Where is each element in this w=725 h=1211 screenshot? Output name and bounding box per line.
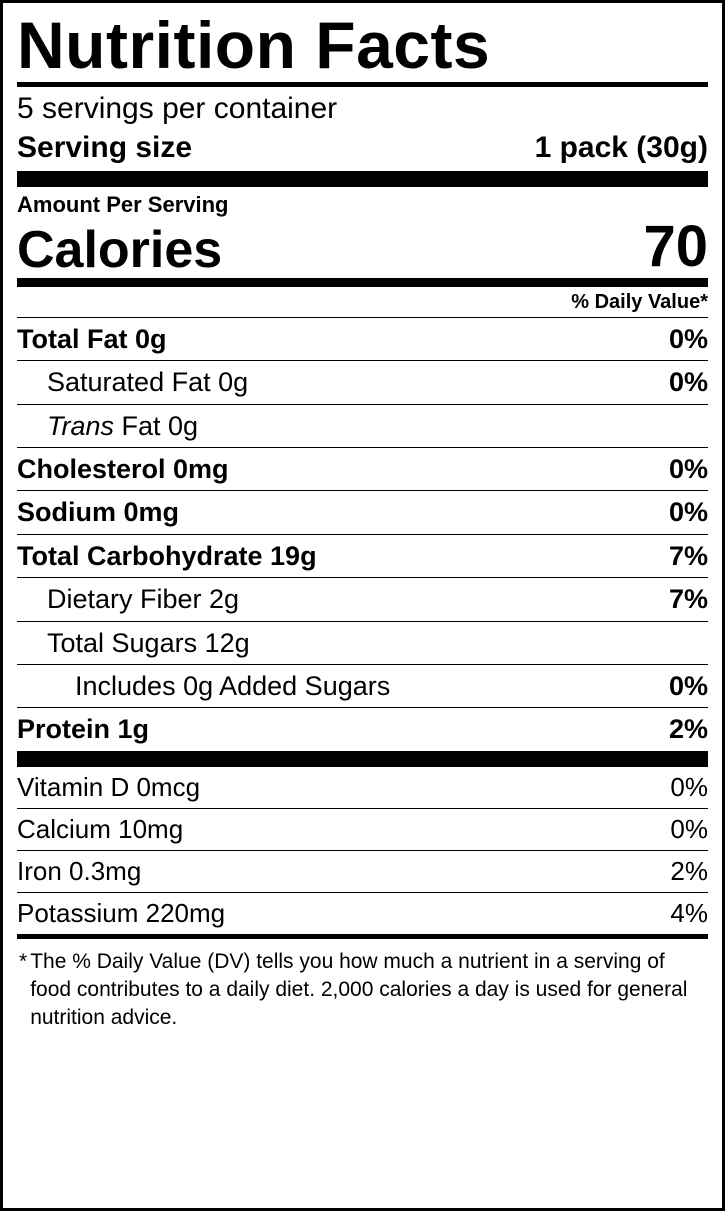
nutrient-name: Dietary Fiber 2g (47, 584, 240, 615)
trans-italic-prefix: Trans (47, 410, 115, 441)
calories-row (17, 213, 708, 279)
nutrient-row (17, 665, 708, 707)
serving-size-label: Serving size (17, 130, 193, 164)
vitamin-name: Iron 0.3mg (17, 856, 142, 887)
nutrient-pct: 0% (668, 323, 708, 354)
vitamin-row (17, 893, 708, 934)
nutrient-pct: 0% (668, 497, 708, 528)
calories-label: Calories (17, 220, 223, 279)
footnote-star: * (19, 950, 28, 974)
footnote-text: The % Daily Value (DV) tells you how much a nutrient in a serving of food contributes to a daily diet. 2,000 calories a day is used for general nutrition advice. (30, 950, 688, 1029)
nutrient-name: Total Carbohydrate 19g (17, 540, 317, 571)
servings-per-container: 5 servings per container (17, 92, 338, 126)
nutrient-name: Cholesterol 0mg (17, 453, 229, 484)
divider-protein (17, 751, 708, 767)
nutrient-row (17, 708, 708, 750)
divider-serving (17, 171, 708, 187)
vitamin-pct: 0% (670, 771, 708, 802)
nutrient-pct: 7% (668, 540, 708, 571)
nutrient-row (17, 578, 708, 620)
nutrient-name: Saturated Fat 0g (47, 367, 249, 398)
nutrient-name: Protein 1g (17, 714, 150, 745)
vitamin-name: Calcium 10mg (17, 813, 184, 844)
nutrient-name: Total Sugars 12g (47, 627, 250, 658)
vitamin-pct: 4% (670, 898, 708, 929)
nutrient-pct: 2% (668, 714, 708, 745)
nutrient-row (17, 535, 708, 577)
vitamin-row (17, 809, 708, 850)
vitamin-row (17, 851, 708, 892)
serving-size-row (17, 130, 708, 171)
serving-size-value: 1 pack (30g) (534, 130, 708, 164)
nutrient-row (17, 361, 708, 403)
nutrient-pct: 0% (668, 453, 708, 484)
nutrient-row (17, 405, 708, 447)
vitamin-pct: 2% (670, 856, 708, 887)
nutrient-row (17, 448, 708, 490)
calories-value: 70 (643, 213, 708, 279)
nutrient-pct: 0% (668, 670, 708, 701)
vitamin-name: Potassium 220mg (17, 898, 226, 929)
vitamin-name: Vitamin D 0mcg (17, 771, 201, 802)
nutrient-name: Total Fat 0g (17, 323, 167, 354)
nutrient-pct: 0% (668, 367, 708, 398)
nutrient-row (17, 318, 708, 360)
nutrient-name: Sodium 0mg (17, 497, 180, 528)
label-title: Nutrition Facts (17, 8, 491, 82)
nutrient-name: Fat 0g (121, 410, 199, 441)
amount-per-serving: Amount Per Serving (17, 191, 229, 217)
nutrient-pct: 7% (668, 584, 708, 615)
footnote (17, 939, 708, 1031)
nutrient-row (17, 622, 708, 664)
vitamin-pct: 0% (670, 813, 708, 844)
nutrient-row (17, 491, 708, 533)
divider-calories (17, 278, 708, 287)
nutrient-name: Includes 0g Added Sugars (75, 670, 391, 701)
daily-value-header: % Daily Value* (571, 290, 708, 313)
vitamin-row (17, 767, 708, 808)
